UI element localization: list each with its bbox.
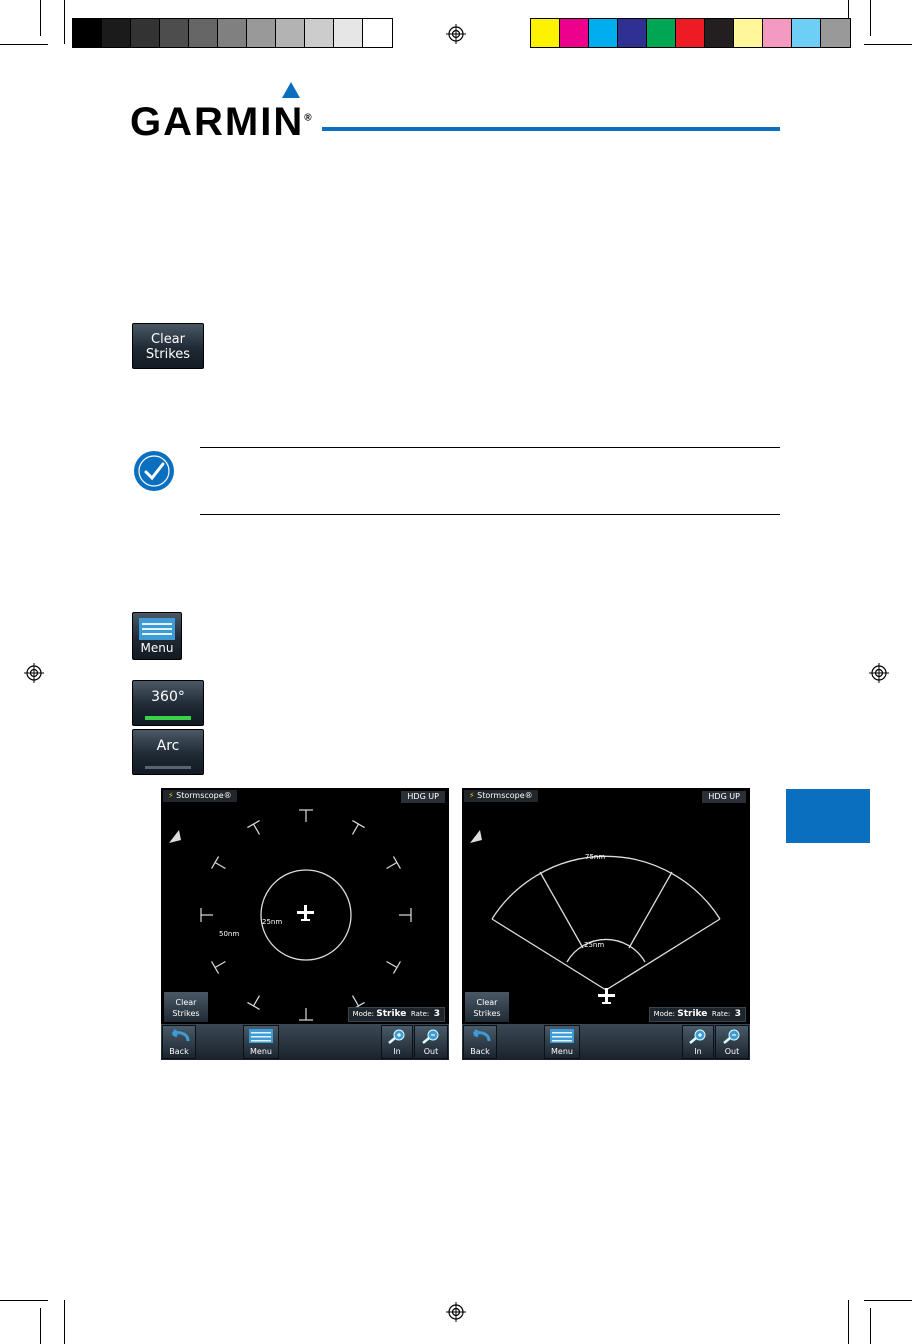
color-swatch (618, 19, 647, 47)
range-tick (387, 962, 397, 968)
stormscope-360-screen (161, 788, 449, 1060)
ring-inner-label: 25nm (262, 918, 283, 926)
crop-mark (40, 0, 41, 36)
range-tick (215, 962, 225, 968)
menu-icon (139, 618, 175, 640)
color-swatch (647, 19, 676, 47)
menu-button[interactable]: Menu (544, 1025, 580, 1059)
clear-strikes-button (132, 323, 204, 369)
color-swatch (734, 19, 763, 47)
color-swatch (763, 19, 792, 47)
zoom-in-button[interactable]: In (682, 1025, 714, 1059)
crop-mark (864, 44, 912, 45)
registration-mark-icon (446, 24, 466, 44)
color-swatch (676, 19, 705, 47)
view-360-button (132, 680, 204, 726)
range-tick (352, 821, 364, 828)
range-tick (393, 856, 400, 868)
note-bottom-rule (200, 514, 780, 515)
bottom-bar (161, 1024, 449, 1060)
app-title: ⚡ Stormscope® (464, 790, 538, 802)
zoom-in-icon (688, 1028, 708, 1044)
color-swatch (189, 19, 218, 47)
range-tick (353, 996, 359, 1006)
zoom-in-button[interactable]: In (381, 1025, 413, 1059)
menu-icon (550, 1029, 574, 1043)
range-tick (387, 863, 397, 869)
range-tick (393, 961, 400, 973)
grayscale-bar (72, 18, 393, 48)
color-swatch (821, 19, 850, 47)
zoom-out-icon (421, 1028, 441, 1044)
ring-outer-label: 50nm (219, 930, 240, 938)
clear-strikes-button[interactable]: Clear Strikes (163, 991, 209, 1023)
crop-mark (0, 1300, 48, 1301)
view-arc-button (132, 729, 204, 775)
back-arrow-icon (168, 1029, 190, 1043)
zoom-out-button[interactable]: Out (715, 1025, 749, 1059)
section-tab (786, 789, 870, 843)
stormscope-arc-screen (462, 788, 750, 1060)
aircraft-icon (598, 988, 615, 1004)
garmin-logo: GARMIN® (130, 100, 314, 144)
color-swatch (560, 19, 589, 47)
menu-label: Menu (140, 641, 174, 655)
color-swatch (363, 19, 392, 47)
color-swatch (792, 19, 821, 47)
north-arrow-icon (169, 830, 181, 843)
app-title: ⚡ Stormscope® (163, 790, 237, 802)
note-top-rule (200, 447, 780, 448)
color-swatch (160, 19, 189, 47)
ring-inner-label: 25nm (584, 941, 605, 949)
crop-mark (848, 1300, 849, 1344)
registration-mark-icon (869, 663, 889, 683)
color-swatch (73, 19, 102, 47)
range-tick (353, 824, 359, 834)
clear-strikes-line1: Clear (151, 332, 185, 347)
color-swatch (531, 19, 560, 47)
bottom-bar (462, 1024, 750, 1060)
range-tick (247, 1002, 259, 1009)
color-swatch (305, 19, 334, 47)
menu-icon (249, 1029, 273, 1043)
mode-rate-status: Mode: Strike Rate: 3 (649, 1007, 746, 1022)
menu-button[interactable]: Menu (243, 1025, 279, 1059)
crop-mark (864, 1300, 912, 1301)
back-button[interactable]: Back (463, 1025, 497, 1059)
view-360-label: 360° (151, 689, 185, 705)
clear-strikes-button[interactable]: Clear Strikes (464, 991, 510, 1023)
zoom-out-icon (722, 1028, 742, 1044)
back-button[interactable]: Back (162, 1025, 196, 1059)
zoom-out-button[interactable]: Out (414, 1025, 448, 1059)
color-swatch (102, 19, 131, 47)
view-arc-label: Arc (156, 738, 180, 754)
crop-mark (64, 0, 65, 44)
checkmark-note-icon (133, 450, 175, 492)
range-tick (254, 824, 260, 834)
inactive-indicator (145, 766, 191, 769)
crop-mark (40, 1308, 41, 1344)
heading-mode-button[interactable]: HDG UP (702, 791, 746, 803)
color-swatch (705, 19, 734, 47)
color-swatch (276, 19, 305, 47)
registration-mark-icon (24, 663, 44, 683)
range-tick (215, 863, 225, 869)
color-swatch (131, 19, 160, 47)
color-swatch (218, 19, 247, 47)
range-tick (247, 821, 259, 828)
back-arrow-icon (469, 1029, 491, 1043)
north-arrow-icon (470, 830, 482, 843)
mode-rate-status: Mode: Strike Rate: 3 (348, 1007, 445, 1022)
color-swatch (334, 19, 363, 47)
header-rule (322, 127, 780, 131)
clear-strikes-line2: Strikes (145, 347, 191, 362)
color-swatch (589, 19, 618, 47)
registration-mark-icon (446, 1302, 466, 1322)
ring-outer-label: 75nm (585, 853, 606, 861)
crop-mark (870, 1308, 871, 1344)
crop-mark (64, 1300, 65, 1344)
range-tick (212, 961, 219, 973)
range-tick (212, 856, 219, 868)
range-tick (254, 996, 260, 1006)
color-swatch (247, 19, 276, 47)
crop-mark (870, 0, 871, 36)
aircraft-icon (297, 905, 314, 921)
menu-button (132, 612, 182, 660)
crop-mark (0, 44, 48, 45)
logo-triangle-icon (281, 81, 301, 99)
active-indicator (145, 716, 191, 720)
heading-mode-button[interactable]: HDG UP (401, 791, 445, 803)
zoom-in-icon (387, 1028, 407, 1044)
color-bar (530, 18, 851, 48)
